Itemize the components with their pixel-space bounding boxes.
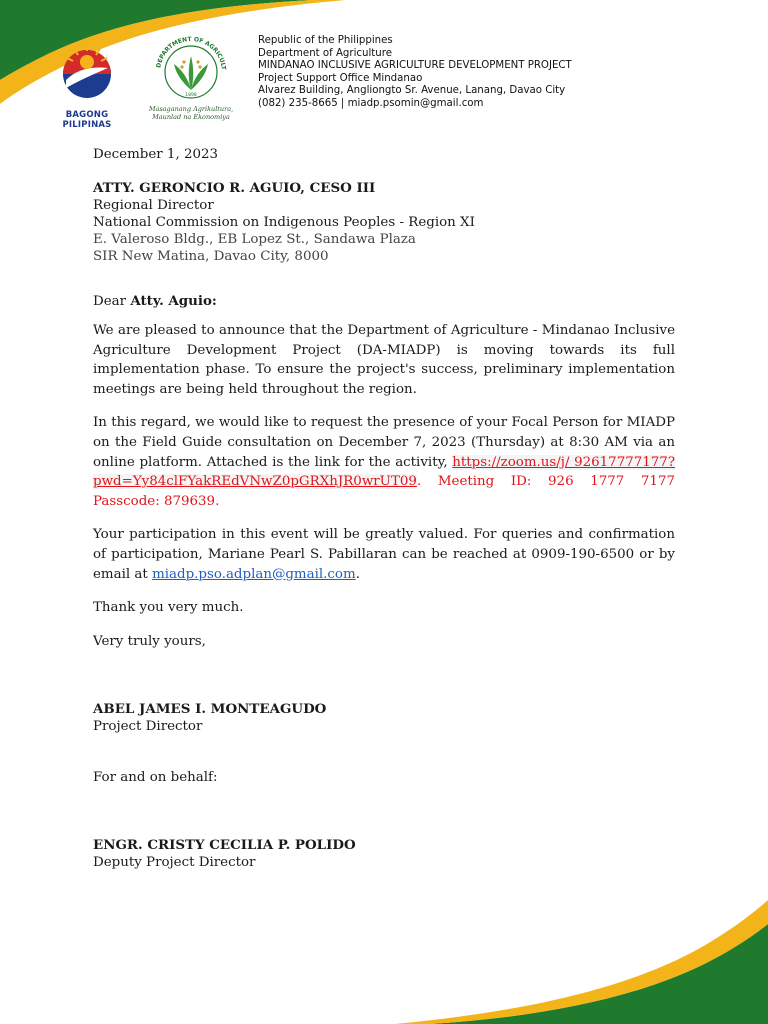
da-seal-year: 1898 bbox=[185, 93, 197, 98]
salutation-prefix: Dear bbox=[93, 294, 131, 309]
signatory-2-title: Deputy Project Director bbox=[93, 855, 256, 871]
agency-line: Project Support Office Mindanao bbox=[258, 72, 423, 84]
da-seal-ring-text: DEPARTMENT OF AGRICULT bbox=[155, 36, 227, 71]
paragraph-request bbox=[93, 413, 675, 511]
recipient-address-2: SIR New Matina, Davao City, 8000 bbox=[93, 249, 329, 264]
letterhead bbox=[0, 0, 768, 130]
agency-address-block bbox=[258, 35, 572, 111]
letter-body bbox=[93, 146, 675, 871]
department-of-agriculture-seal bbox=[148, 36, 234, 121]
da-motto-line-2: Maunlad na Ekonomiya bbox=[152, 113, 230, 121]
participation-end: . bbox=[355, 566, 360, 582]
agency-line: Republic of the Philippines bbox=[258, 35, 393, 46]
paragraph-announcement: We are pleased to announce that the Department of Agriculture - Mindanao Inclusive Agriculture Development Project (DA-MIADP) is moving towards its full implementation phase. To ensure the project's success, preliminary implementation meetings are being held throughout the region. bbox=[93, 323, 675, 397]
da-seal-icon bbox=[148, 36, 234, 100]
agency-line: (082) 235-8665 | miadp.psomin@gmail.com bbox=[258, 97, 484, 109]
bagong-pilipinas-label: BAGONG PILIPINAS bbox=[62, 110, 112, 130]
salutation bbox=[93, 293, 675, 310]
da-motto-line-1: Masaganang Agrikultura, bbox=[148, 105, 234, 113]
thanks-line: Thank you very much. bbox=[93, 600, 244, 616]
signatory-2-name: ENGR. CRISTY CECILIA P. POLIDO bbox=[93, 837, 356, 854]
signatory-1-name: ABEL JAMES I. MONTEAGUDO bbox=[93, 701, 327, 718]
meeting-id-passcode: . Meeting ID: 926 1777 7177 Passcode: 879639. bbox=[93, 474, 675, 509]
letter-date: December 1, 2023 bbox=[93, 147, 219, 162]
bagong-pilipinas-logo bbox=[44, 40, 130, 130]
recipient-block bbox=[93, 180, 675, 265]
contact-email-link[interactable]: miadp.pso.adplan@gmail.com bbox=[152, 566, 356, 582]
recipient-address-1: E. Valeroso Bldg., EB Lopez St., Sandawa Plaza bbox=[93, 232, 416, 247]
zoom-meeting-link[interactable]: https://zoom.us/j/ 92617777177?pwd=Yy84clFYakREdVNwZ0pGRXhJR0wrUT09 bbox=[93, 454, 676, 490]
da-motto bbox=[148, 105, 234, 121]
signatory-1-title: Project Director bbox=[93, 719, 203, 735]
bagong-pilipinas-sun-icon bbox=[44, 40, 130, 104]
on-behalf-line: For and on behalf: bbox=[93, 770, 218, 786]
salutation-name: Atty. Aguio: bbox=[130, 293, 217, 309]
recipient-name: ATTY. GERONCIO R. AGUIO, CESO III bbox=[93, 180, 376, 196]
recipient-title: Regional Director bbox=[93, 198, 214, 213]
recipient-org: National Commission on Indigenous Peoples - Region XI bbox=[93, 215, 475, 230]
closing-line: Very truly yours, bbox=[93, 634, 206, 650]
agency-line: Alvarez Building, Angliongto Sr. Avenue, Lanang, Davao City bbox=[258, 85, 566, 97]
paragraph-participation bbox=[93, 525, 675, 584]
request-text: In this regard, we would like to request the presence of your Focal Person for MIADP on the Field Guide consultation on December 7, 2023 (Thursday) at 8:30 AM via an online platform. Attached is the link for the activity, bbox=[93, 415, 675, 470]
participation-text: Your participation in this event will be greatly valued. For queries and confirmation of participation, Mariane Pearl S. Pabillaran can be reached at 0909-190-6500 or by email at bbox=[93, 527, 675, 582]
agency-line: Department of Agriculture bbox=[258, 47, 392, 59]
agency-line: MINDANAO INCLUSIVE AGRICULTURE DEVELOPMENT PROJECT bbox=[258, 60, 572, 72]
